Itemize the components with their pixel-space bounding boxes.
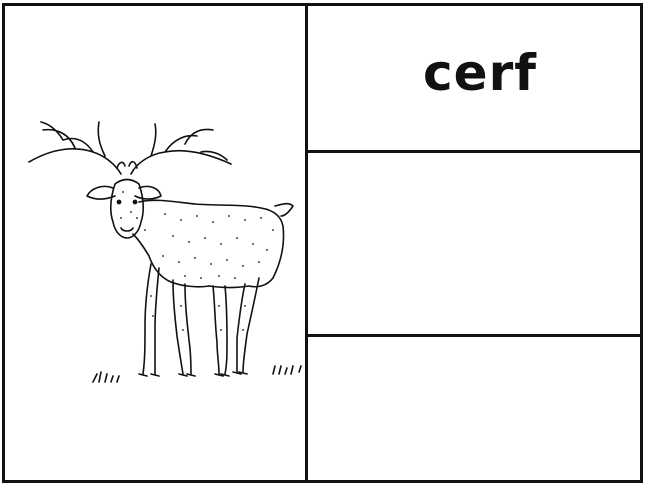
vocabulary-card	[2, 3, 643, 483]
right-ear	[135, 186, 161, 199]
vocabulary-word: cerf	[423, 44, 537, 102]
hind-leg-right	[237, 278, 259, 372]
grass-right	[273, 366, 301, 374]
word-cell	[308, 6, 640, 153]
deer-body	[133, 200, 284, 287]
hind-leg-left	[213, 286, 227, 374]
left-antler	[29, 122, 121, 174]
grass-left	[93, 372, 119, 382]
deer-illustration	[5, 6, 305, 480]
writing-line-2	[308, 337, 640, 480]
left-ear	[87, 186, 115, 199]
word-panel	[308, 6, 640, 480]
front-leg-right	[173, 280, 191, 374]
writing-line-1	[308, 153, 640, 337]
front-leg-left	[143, 264, 159, 374]
illustration-panel	[5, 6, 308, 480]
right-antler	[131, 124, 231, 174]
